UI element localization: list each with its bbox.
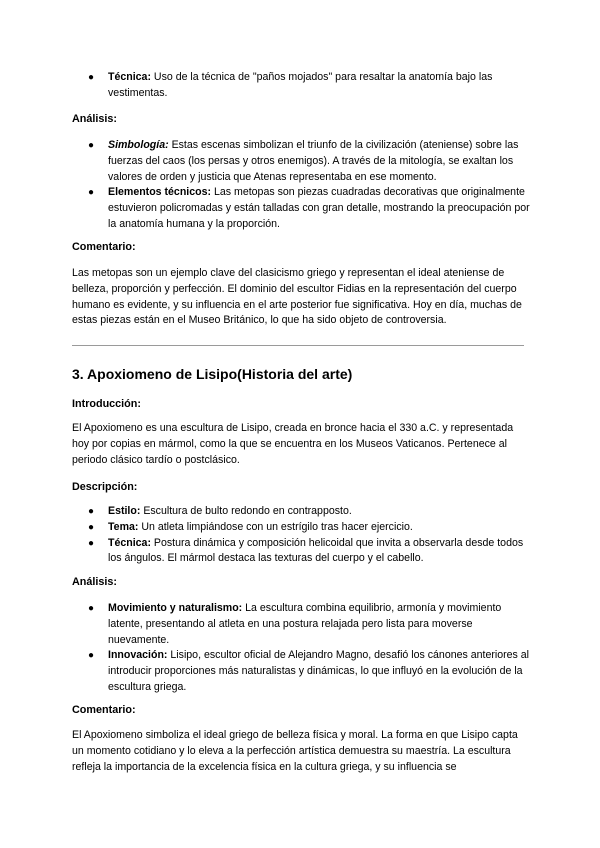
section-title: 3. Apoxiomeno de Lisipo(Historia del arte)	[72, 366, 353, 382]
comentario-text: El Apoxiomeno simboliza el ideal griego de belleza física y moral. La forma en que Lisipo capta un momento cotidiano y lo eleva a la perfección artística demuestra su maestría. La escultura refleja la importancia de la excelencia física en la cultura griega, y su influencia se	[72, 729, 518, 773]
bullet-icon: ●	[88, 537, 95, 549]
bullet-icon: ●	[88, 140, 95, 151]
list-item	[72, 138, 530, 185]
bullet-icon: ●	[88, 603, 95, 614]
bullet-icon: ●	[88, 506, 95, 517]
introduccion-heading: Introducción:	[72, 398, 141, 410]
item-text: Estas escenas simbolizan el triunfo de la civilización (ateniense) sobre las fuerzas del caos (los persas y otros enemigos). A través de la mitología, se exaltan los valores de orden y justicia que Atenas representaba en ese momento.	[108, 139, 519, 183]
item-text: Un atleta limpiándose con un estrígilo tras hacer ejercicio.	[138, 520, 413, 533]
item-text: Uso de la técnica de "paños mojados" para resaltar la anatomía bajo las vestimentas.	[108, 71, 493, 99]
item-term: Estilo:	[108, 505, 141, 517]
list-item	[72, 70, 530, 102]
item-term: Técnica:	[108, 536, 151, 549]
item-term: Innovación:	[108, 649, 168, 662]
analisis-heading: Análisis:	[72, 113, 118, 125]
item-text: La escultura combina equilibrio, armonía y movimiento latente, presentando al atleta en una postura relajada pero lista para moverse nuevamente.	[108, 602, 502, 646]
item-text: Postura dinámica y composición helicoidal que invita a observarla desde todos los ángulos. El mármol destaca las texturas del cuerpo y el cabello.	[108, 536, 524, 565]
list-item	[72, 536, 530, 568]
comentario-heading: Comentario:	[72, 704, 136, 716]
analisis-list	[72, 138, 530, 233]
tecnica-list	[72, 70, 530, 102]
item-text: Las metopas son piezas cuadradas decorativas que originalmente estuvieron policromadas y están talladas con gran detalle, mostrando la preocupación por la anatomía humana y la proporción.	[108, 186, 530, 230]
item-term: Elementos técnicos:	[108, 186, 212, 199]
item-term: Tema:	[108, 520, 139, 533]
item-term: Técnica:	[108, 71, 151, 83]
analisis-list	[72, 601, 530, 696]
item-text: Escultura de bulto redondo en contrapposto.	[140, 505, 352, 517]
list-item	[72, 504, 530, 520]
item-text: Lisipo, escultor oficial de Alejandro Magno, desafió los cánones anteriores al introducir proporciones más naturalistas y dinámicas, lo que influyó en la evolución de la escultura griega.	[108, 649, 530, 693]
section-divider	[72, 345, 524, 346]
bullet-icon: ●	[88, 72, 95, 83]
list-item	[72, 185, 530, 232]
introduccion-text: El Apoxiomeno es una escultura de Lisipo, creada en bronce hacia el 330 a.C. y representada hoy por copias en mármol, como la que se encuentra en los Museos Vaticanos. Pertenece al periodo clásico tardío o postclásico.	[72, 422, 514, 466]
analisis-heading: Análisis:	[72, 576, 118, 588]
item-term: Movimiento y naturalismo:	[108, 602, 243, 614]
descripcion-list	[72, 504, 530, 567]
comentario-heading: Comentario:	[72, 241, 136, 253]
comentario-text: Las metopas son un ejemplo clave del clasicismo griego y representan el ideal ateniense de belleza, proporción y perfección. El dominio del escultor Fidias en la representación del cuerpo humano es evidente, y su influencia en el arte posterior fue significativa. Hoy en día, muchas de estas piezas están en el Museo Británico, lo que ha sido objeto de controversia.	[72, 267, 522, 327]
list-item	[72, 601, 530, 648]
list-item	[72, 520, 530, 536]
bullet-icon: ●	[88, 187, 95, 199]
descripcion-heading: Descripción:	[72, 481, 138, 493]
bullet-icon: ●	[88, 650, 95, 662]
bullet-icon: ●	[88, 521, 95, 533]
list-item	[72, 648, 530, 695]
item-term: Simbología:	[108, 139, 169, 151]
